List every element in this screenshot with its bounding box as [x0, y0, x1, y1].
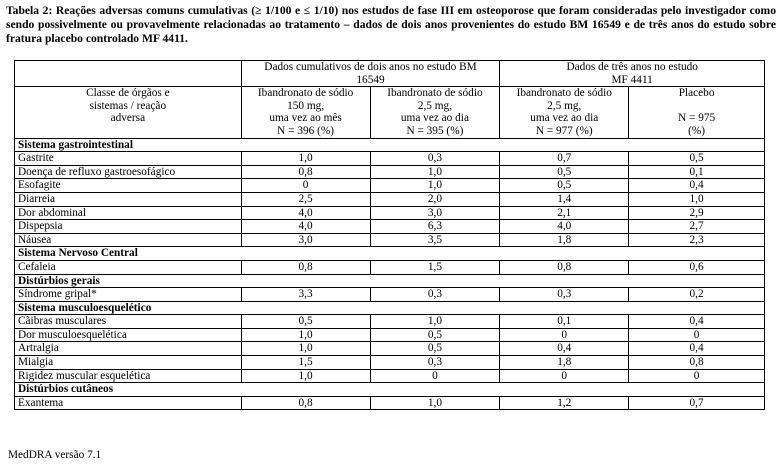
header-col-line: 150 mg,	[287, 99, 325, 112]
table-row	[15, 396, 765, 410]
table-row	[15, 165, 765, 179]
value-cell: 0,3	[370, 152, 500, 166]
header-col-line: N = 395 (%)	[406, 124, 464, 137]
value-cell: 1,8	[500, 233, 629, 247]
table-row	[15, 179, 765, 193]
value-cell: 4,0	[241, 220, 370, 234]
section-row	[15, 274, 765, 288]
table-body	[15, 61, 765, 410]
value-cell: 0,4	[500, 342, 629, 356]
value-cell: 1,0	[241, 328, 370, 342]
header-col-line: 2,5 mg,	[417, 99, 453, 112]
section-title: Distúrbios cutâneos	[15, 383, 765, 397]
header-group-bm16549-line2: 16549	[356, 73, 385, 86]
value-cell: 1,0	[241, 152, 370, 166]
table-row	[15, 220, 765, 234]
header-col-line: uma vez ao dia	[400, 112, 469, 125]
value-cell: 0,3	[370, 356, 500, 370]
header-col-line: N = 396 (%)	[277, 124, 335, 137]
value-cell: 1,0	[241, 342, 370, 356]
value-cell: 0,1	[500, 315, 629, 329]
value-cell: 0,8	[500, 260, 629, 274]
value-cell: 1,0	[370, 396, 500, 410]
value-cell: 0	[241, 179, 370, 193]
value-cell: 4,0	[500, 220, 629, 234]
section-row	[15, 383, 765, 397]
reaction-label: Artralgia	[15, 342, 242, 356]
value-cell: 2,9	[629, 206, 765, 220]
header-col-line	[632, 100, 761, 113]
header-col-line: (%)	[688, 124, 706, 137]
value-cell: 1,5	[370, 260, 500, 274]
header-blank-cell	[15, 61, 242, 87]
header-col-line: Placebo	[678, 87, 715, 100]
reaction-label: Rigidez muscular esquelética	[15, 369, 242, 383]
value-cell: 1,0	[241, 369, 370, 383]
footer-note: MedDRA versão 7.1	[8, 449, 102, 461]
adverse-reactions-table	[14, 60, 765, 410]
reaction-label: Exantema	[15, 396, 242, 410]
value-cell: 4,0	[241, 206, 370, 220]
table-row	[15, 342, 765, 356]
header-group-mf4411-line1: Dados de três anos no estudo	[566, 61, 698, 73]
value-cell: 2,7	[629, 220, 765, 234]
reaction-label: Cãibras musculares	[15, 315, 242, 329]
header-col-2-5mg-daily-bm	[370, 87, 500, 138]
reaction-label: Diarreia	[15, 192, 242, 206]
table-row	[15, 152, 765, 166]
header-group-bm16549	[241, 61, 500, 87]
header-rowlabel-line: Classe de órgãos e	[86, 87, 170, 100]
section-title: Sistema musculoesquelético	[15, 301, 765, 315]
value-cell: 1,0	[370, 165, 500, 179]
header-rowlabel-line: sistemas / reação	[89, 99, 167, 112]
reaction-label: Dor abdominal	[15, 206, 242, 220]
value-cell: 0,8	[241, 396, 370, 410]
section-row	[15, 301, 765, 315]
table-row	[15, 288, 765, 302]
value-cell: 0,4	[629, 179, 765, 193]
value-cell: 1,0	[370, 179, 500, 193]
table-row	[15, 233, 765, 247]
reaction-label: Gastrite	[15, 152, 242, 166]
section-title: Sistema Nervoso Central	[15, 247, 765, 261]
header-row-groups	[15, 61, 765, 87]
value-cell: 1,2	[500, 396, 629, 410]
section-title: Sistema gastrointestinal	[15, 138, 765, 152]
value-cell: 0,8	[241, 260, 370, 274]
value-cell: 0,5	[370, 328, 500, 342]
header-col-150mg-monthly	[241, 87, 370, 138]
value-cell: 0,5	[500, 179, 629, 193]
header-col-line: Ibandronato de sódio	[257, 87, 354, 100]
value-cell: 2,5	[241, 192, 370, 206]
value-cell: 0,7	[500, 152, 629, 166]
header-col-line: N = 977 (%)	[535, 124, 593, 137]
table-caption: Tabela 2: Reações adversas comuns cumulativas (≥ 1/100 e ≤ 1/10) nos estudos de fase III em osteoporose que foram consideradas pelo investigador como sendo possivelmente ou provavelmente relacionadas ao tratamento – dados de dois anos provenientes do estudo BM 16549 e de três anos do estudo sobre fratura placebo controlado MF 4411.	[6, 4, 776, 45]
value-cell: 0,3	[370, 288, 500, 302]
value-cell: 2,0	[370, 192, 500, 206]
table-row	[15, 369, 765, 383]
value-cell: 3,0	[241, 233, 370, 247]
value-cell: 0	[500, 328, 629, 342]
table-row	[15, 328, 765, 342]
reaction-label: Mialgia	[15, 356, 242, 370]
section-row	[15, 247, 765, 261]
value-cell: 6,3	[370, 220, 500, 234]
value-cell: 2,3	[629, 233, 765, 247]
value-cell: 0,8	[241, 165, 370, 179]
reaction-label: Cefaleia	[15, 260, 242, 274]
value-cell: 0	[370, 369, 500, 383]
reaction-label: Doença de refluxo gastroesofágico	[15, 165, 242, 179]
header-group-mf4411	[500, 61, 765, 87]
value-cell: 3,3	[241, 288, 370, 302]
value-cell: 3,5	[370, 233, 500, 247]
header-col-line: Ibandronato de sódio	[387, 87, 483, 100]
value-cell: 0	[629, 369, 765, 383]
section-title: Distúrbios gerais	[15, 274, 765, 288]
value-cell: 0,5	[370, 342, 500, 356]
header-col-placebo	[629, 87, 765, 138]
value-cell: 0,4	[629, 342, 765, 356]
table-row	[15, 315, 765, 329]
value-cell: 0,7	[629, 396, 765, 410]
table-row	[15, 356, 765, 370]
table-row	[15, 192, 765, 206]
value-cell: 0,5	[241, 315, 370, 329]
value-cell: 0,3	[500, 288, 629, 302]
section-row	[15, 138, 765, 152]
header-col-line: N = 975	[678, 112, 716, 125]
table-row	[15, 206, 765, 220]
reaction-label: Esofagite	[15, 179, 242, 193]
header-group-bm16549-line1: Dados cumulativos de dois anos no estudo BM	[264, 61, 477, 73]
header-col-line: Ibandronato de sódio	[516, 87, 612, 100]
reaction-label: Dor musculoesquelética	[15, 328, 242, 342]
reaction-label: Náusea	[15, 233, 242, 247]
value-cell: 2,1	[500, 206, 629, 220]
value-cell: 0,5	[629, 152, 765, 166]
value-cell: 0,8	[629, 356, 765, 370]
value-cell: 0,2	[629, 288, 765, 302]
reaction-label: Síndrome gripal*	[15, 288, 242, 302]
header-col-line: 2,5 mg,	[547, 99, 582, 112]
value-cell: 0,6	[629, 260, 765, 274]
value-cell: 1,5	[241, 356, 370, 370]
table-row	[15, 260, 765, 274]
reaction-label: Dispepsia	[15, 220, 242, 234]
value-cell: 0	[500, 369, 629, 383]
value-cell: 0,1	[629, 165, 765, 179]
header-col-line: uma vez ao mês	[269, 112, 342, 125]
header-group-mf4411-line2: MF 4411	[611, 73, 653, 86]
value-cell: 1,4	[500, 192, 629, 206]
value-cell: 1,0	[629, 192, 765, 206]
header-col-2-5mg-daily-mf	[500, 87, 629, 138]
header-rowlabel-cell	[15, 87, 242, 138]
value-cell: 0,5	[500, 165, 629, 179]
value-cell: 0	[629, 328, 765, 342]
value-cell: 1,8	[500, 356, 629, 370]
value-cell: 3,0	[370, 206, 500, 220]
value-cell: 0,4	[629, 315, 765, 329]
header-row-columns	[15, 87, 765, 138]
header-rowlabel-line: adversa	[110, 112, 146, 125]
value-cell: 1,0	[370, 315, 500, 329]
header-col-line: uma vez ao dia	[530, 112, 599, 125]
